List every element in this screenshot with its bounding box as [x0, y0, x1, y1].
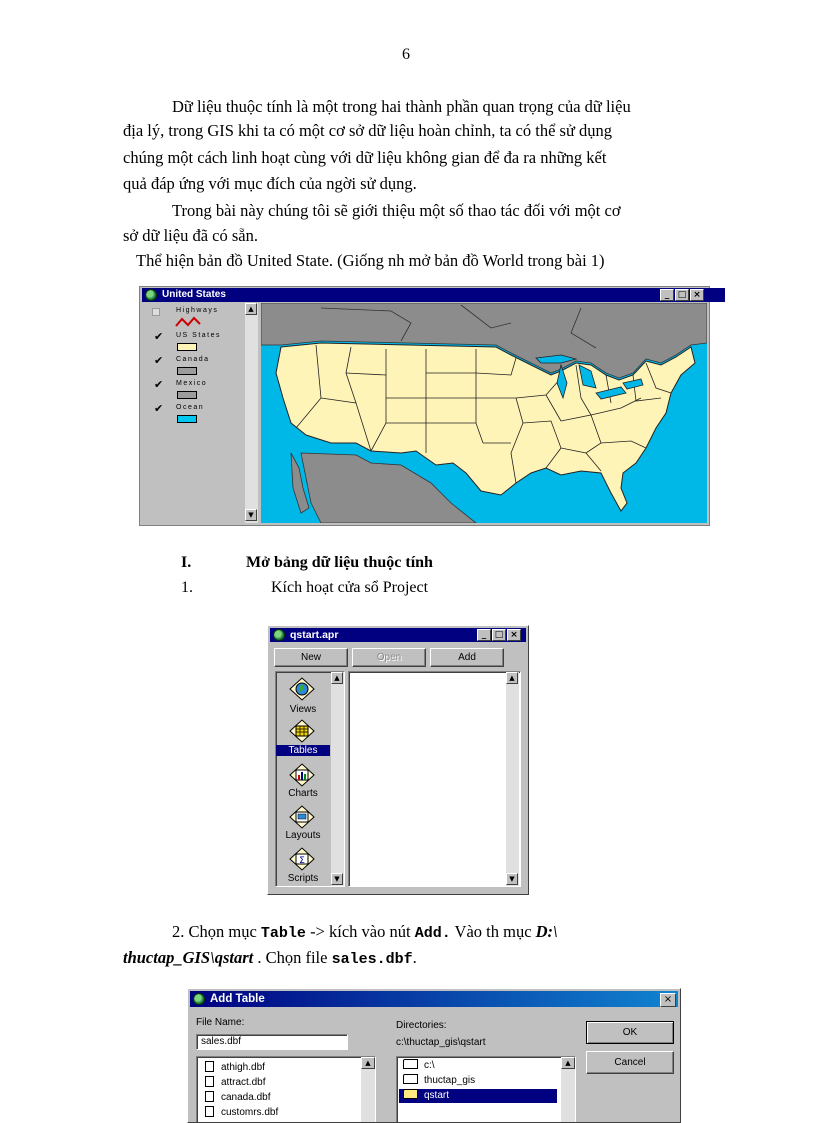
- step-2-add: Add.: [414, 925, 451, 942]
- cancel-button[interactable]: Cancel: [586, 1051, 674, 1074]
- legend-panel: [142, 303, 258, 523]
- file-item-label: canada.dbf: [221, 1092, 271, 1103]
- dir-item-label: thuctap_gis: [424, 1075, 476, 1086]
- scroll-down-icon[interactable]: ▼: [245, 509, 257, 521]
- file-item-label: attract.dbf: [221, 1077, 266, 1088]
- project-window: [267, 625, 529, 895]
- paragraph-2-line-2: sở dữ liệu đã có sẵn.: [123, 226, 258, 245]
- doc-label-charts[interactable]: Charts: [288, 788, 318, 799]
- doc-label-tables[interactable]: Tables: [276, 745, 330, 756]
- dir-item[interactable]: [403, 1074, 475, 1088]
- close-icon[interactable]: ×: [690, 289, 704, 301]
- us-states-swatch: [177, 343, 197, 351]
- step-2-file: sales.dbf: [331, 951, 413, 968]
- folder-open-icon: [403, 1089, 418, 1099]
- project-window-titlebar[interactable]: [270, 628, 526, 642]
- legend-label-ocean: Ocean: [176, 404, 205, 411]
- legend-checkbox-ocean[interactable]: ✔: [154, 402, 164, 415]
- arcview-globe-icon: [273, 629, 285, 641]
- file-name-label: File Name:: [196, 1017, 245, 1028]
- file-name-input[interactable]: sales.dbf: [196, 1034, 348, 1050]
- scroll-down-icon[interactable]: ▼: [506, 873, 518, 885]
- scroll-up-icon[interactable]: ▲: [331, 672, 343, 684]
- folder-open-icon: [403, 1059, 418, 1069]
- file-item[interactable]: [205, 1106, 278, 1118]
- scroll-up-icon[interactable]: ▲: [561, 1057, 575, 1069]
- doc-label-views[interactable]: Views: [289, 704, 317, 715]
- section-title: Mở bảng dữ liệu thuộc tính: [246, 554, 433, 571]
- step-2-text-a: 2. Chọn mục: [172, 922, 261, 941]
- tables-grid-icon[interactable]: [288, 718, 316, 744]
- paragraph-1-line-4: quả đáp ứng với mục đích của ngời sử dụng.: [123, 174, 417, 193]
- canada-swatch: [177, 367, 197, 375]
- close-icon[interactable]: ×: [507, 629, 521, 641]
- project-window-title: qstart.apr: [290, 629, 339, 641]
- map-window-titlebar[interactable]: [142, 288, 725, 302]
- file-item[interactable]: [205, 1061, 265, 1073]
- directory-list[interactable]: [396, 1056, 576, 1123]
- section-number: I.: [181, 554, 192, 571]
- add-table-titlebar[interactable]: [190, 991, 678, 1007]
- scroll-up-icon[interactable]: ▲: [245, 303, 257, 315]
- page-number: 6: [402, 46, 410, 63]
- ocean-swatch: [177, 415, 197, 423]
- close-icon[interactable]: ×: [660, 993, 676, 1007]
- paragraph-1-line-2: địa lý, trong GIS khi ta có một cơ sở dữ liệu hoàn chỉnh, ta có thể sử dụng: [123, 121, 613, 140]
- map-window: [139, 286, 710, 526]
- dir-item-label: qstart: [424, 1090, 450, 1101]
- step-2-path-drive: D:\: [535, 922, 558, 941]
- file-icon: [205, 1106, 214, 1117]
- scroll-up-icon[interactable]: ▲: [361, 1057, 375, 1069]
- dir-item-label: c:\: [424, 1060, 435, 1071]
- ok-button[interactable]: OK: [586, 1021, 674, 1044]
- step-2-period: .: [412, 948, 417, 967]
- legend-label-canada: Canada: [176, 356, 210, 363]
- charts-bar-icon[interactable]: [288, 762, 316, 788]
- map-canvas[interactable]: [261, 303, 707, 523]
- file-icon: [205, 1091, 214, 1102]
- step-2-text-c: -> kích vào nút: [305, 922, 415, 941]
- file-icon: [205, 1076, 214, 1087]
- dir-item-selected[interactable]: [399, 1089, 557, 1103]
- dir-item[interactable]: [403, 1059, 435, 1073]
- arcview-globe-icon: [145, 289, 157, 301]
- legend-label-us-states: US States: [176, 332, 222, 339]
- document-list-scrollbar[interactable]: [506, 672, 519, 886]
- legend-checkbox-canada[interactable]: ✔: [154, 354, 164, 367]
- paragraph-3: Thể hiện bản đồ United State. (Giống nh mở bản đồ World trong bài 1): [136, 251, 605, 270]
- folder-open-icon: [403, 1074, 418, 1084]
- paragraph-2-line-1: Trong bài này chúng tôi sẽ giới thiệu một số thao tác đối với một cơ: [172, 201, 621, 220]
- doc-label-scripts[interactable]: Scripts: [287, 873, 319, 884]
- step-2-text-b2: . Chọn file: [253, 948, 332, 967]
- views-globe-icon[interactable]: [288, 676, 316, 702]
- layouts-page-icon[interactable]: [288, 804, 316, 830]
- add-button[interactable]: Add: [430, 648, 504, 667]
- legend-scrollbar[interactable]: [245, 303, 258, 523]
- paragraph-1-line-3: chúng một cách linh hoạt cùng với dữ liệu không gian để đa ra những kết: [123, 148, 607, 167]
- scripts-sigma-icon[interactable]: [288, 846, 316, 872]
- document-list[interactable]: [348, 671, 521, 887]
- maximize-icon[interactable]: □: [492, 629, 506, 641]
- file-item-label: athigh.dbf: [221, 1062, 265, 1073]
- legend-label-highways: Highways: [176, 307, 219, 314]
- scroll-down-icon[interactable]: ▼: [331, 873, 343, 885]
- file-item[interactable]: [205, 1091, 271, 1103]
- directories-label: Directories:: [396, 1020, 447, 1031]
- legend-label-mexico: Mexico: [176, 380, 208, 387]
- highway-line-icon: [175, 316, 201, 328]
- doc-label-layouts[interactable]: Layouts: [285, 830, 321, 841]
- step-1-text: Kích hoạt cửa sổ Project: [271, 579, 429, 596]
- file-list[interactable]: [196, 1056, 376, 1123]
- directory-list-scrollbar[interactable]: [561, 1057, 575, 1123]
- step-2-line-1: [172, 920, 558, 946]
- minimize-icon[interactable]: _: [477, 629, 491, 641]
- open-button[interactable]: Open: [352, 648, 426, 667]
- scroll-up-icon[interactable]: ▲: [506, 672, 518, 684]
- step-1-number: 1.: [181, 579, 193, 596]
- legend-checkbox-highways[interactable]: [152, 308, 160, 316]
- maximize-icon[interactable]: □: [675, 289, 689, 301]
- step-2-text-e: Vào th mục: [450, 922, 536, 941]
- step-2-path: thuctap_GIS\qstart: [123, 948, 254, 967]
- mexico-swatch: [177, 391, 197, 399]
- legend-checkbox-us-states[interactable]: ✔: [154, 330, 164, 343]
- file-list-scrollbar[interactable]: [361, 1057, 375, 1123]
- add-table-dialog: [187, 988, 681, 1123]
- file-item-label: customrs.dbf: [221, 1107, 279, 1118]
- step-2-table: Table: [260, 925, 306, 942]
- legend-checkbox-mexico[interactable]: ✔: [154, 378, 164, 391]
- new-button[interactable]: New: [274, 648, 348, 667]
- file-icon: [205, 1061, 214, 1072]
- doc-type-scrollbar[interactable]: [331, 672, 344, 886]
- svg-text:Σ: Σ: [299, 856, 305, 866]
- minimize-icon[interactable]: _: [660, 289, 674, 301]
- paragraph-1-line-1: Dữ liệu thuộc tính là một trong hai thành phần quan trọng của dữ liệu: [172, 97, 631, 116]
- current-directory: c:\thuctap_gis\qstart: [396, 1037, 486, 1048]
- arcview-globe-icon: [193, 993, 205, 1005]
- add-table-title: Add Table: [210, 993, 265, 1005]
- step-2-line-2: [123, 946, 417, 972]
- map-window-title: United States: [162, 289, 226, 300]
- file-item[interactable]: [205, 1076, 265, 1088]
